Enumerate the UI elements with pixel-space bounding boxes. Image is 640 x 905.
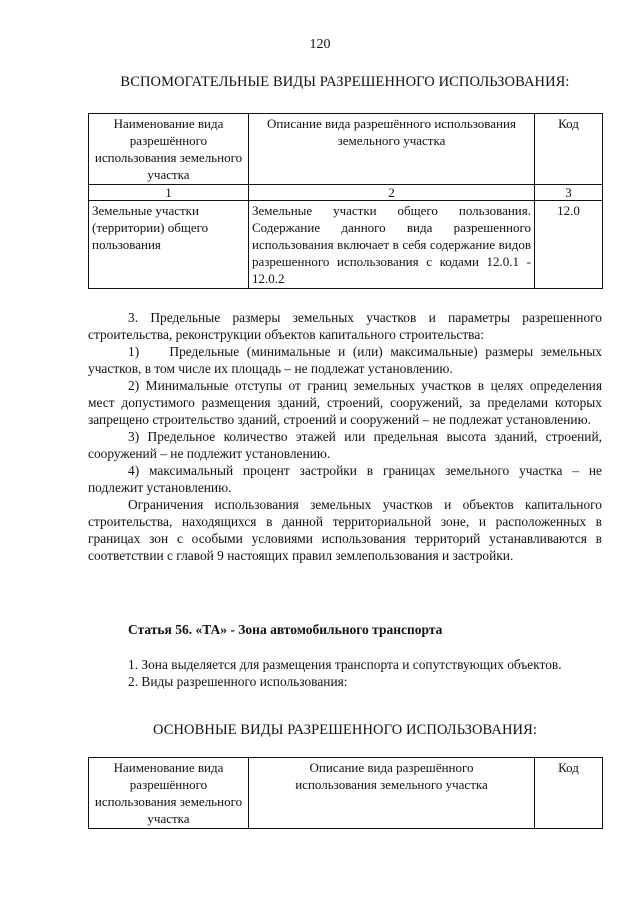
column-number-2: 2 [249, 185, 535, 201]
aux-uses-heading: ВСПОМОГАТЕЛЬНЫЕ ВИДЫ РАЗРЕШЕННОГО ИСПОЛЬЗОВАНИЯ: [120, 74, 570, 90]
column-number-1: 1 [89, 185, 249, 201]
main-uses-table [88, 757, 603, 829]
main-uses-heading: ОСНОВНЫЕ ВИДЫ РАЗРЕШЕННОГО ИСПОЛЬЗОВАНИЯ: [152, 722, 538, 738]
article-section [88, 656, 602, 690]
table-header-row [89, 758, 603, 829]
paragraph: 4) максимальный процент застройки в границах земельного участка – не подлежит установлению. [88, 463, 602, 495]
header-description: Описание вида разрешённого использования земельного участка [249, 114, 535, 185]
header-name: Наименование вида разрешённого использования земельного участка [89, 758, 249, 829]
header-code: Код [535, 114, 603, 185]
paragraph: 2) Минимальные отступы от границ земельных участков в целях определения мест допустимого размещения зданий, строений, сооружений, за пределами которых запрещено строительство зданий, строений и сооружений – не подлежат установлению. [88, 378, 602, 427]
table-header-row [89, 114, 603, 185]
column-number-3: 3 [535, 185, 603, 201]
header-name: Наименование вида разрешённого использования земельного участка [89, 114, 249, 185]
table-number-row [89, 185, 603, 201]
page-number: 120 [309, 37, 331, 52]
paragraph: 1. Зона выделяется для размещения транспорта и сопутствующих объектов. [128, 657, 562, 672]
parameters-section [88, 309, 602, 564]
paragraph: 3) Предельное количество этажей или предельная высота зданий, строений, сооружений – не подлежит установлению. [88, 429, 602, 461]
header-code: Код [535, 758, 603, 829]
paragraph: 2. Виды разрешенного использования: [128, 674, 348, 689]
row-description: Земельные участки общего пользования. Содержание данного вида разрешенного использования включает в себя содержание видов разрешенного использования с кодами 12.0.1 - 12.0.2 [249, 201, 535, 289]
paragraph: Ограничения использования земельных участков и объектов капитального строительства, находящихся в данной территориальной зоне, и расположенных в границах зон с особыми условиями использования территорий устанавливаются в соответствии с главой 9 настоящих правил землепользования и застройки. [88, 497, 602, 563]
header-description: Описание вида разрешённого использования земельного участка [249, 758, 535, 829]
row-name: Земельные участки (территории) общего пользования [89, 201, 249, 289]
paragraph: 1) Предельные (минимальные и (или) максимальные) размеры земельных участков, в том числе их площадь – не подлежат установлению. [88, 344, 602, 376]
article-title: Статья 56. «ТА» - Зона автомобильного транспорта [128, 622, 443, 637]
paragraph: 3. Предельные размеры земельных участков и параметры разрешенного строительства, реконструкции объектов капитального строительства: [88, 310, 602, 342]
row-code: 12.0 [535, 201, 603, 289]
table-row [89, 201, 603, 289]
aux-uses-table [88, 113, 603, 289]
